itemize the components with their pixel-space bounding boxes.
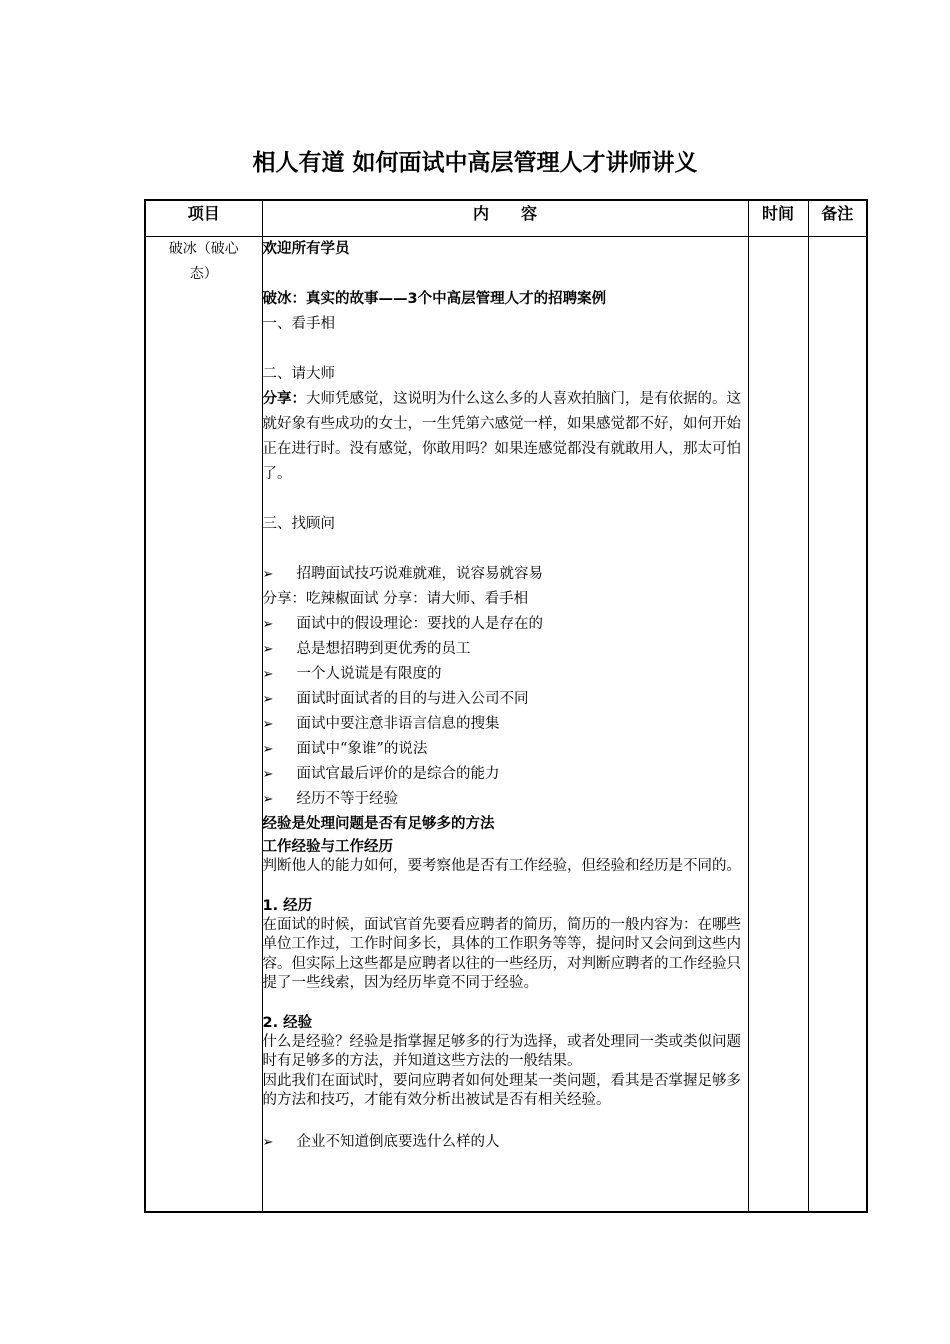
section-2-text-1: 什么是经验？经验是指掌握足够多的行为选择，或者处理同一类或类似问题时有足够多的方法，并知道这些方法的一般结果。: [262, 1033, 741, 1069]
case-1: 一、看手相: [262, 316, 335, 332]
share-text: 大师凭感觉，这说明为什么这么多的人喜欢拍脑门，是有依据的。这就好象有些成功的女士，一生凭第六感觉一样，如果感觉都不好，如何开始正在进行时。没有感觉，你敢用吗？如果连感觉都没有就敢用人，那太可怕了。: [262, 391, 741, 482]
bullet-item: ➢ 面试时面试者的目的与进入公司不同: [263, 687, 748, 712]
section-1-heading: 1. 经历: [262, 897, 313, 914]
note-cell: [808, 237, 867, 1213]
case-2: 二、请大师: [262, 366, 335, 382]
arrow-bullet-icon: ➢: [262, 717, 274, 732]
arrow-bullet-icon: ➢: [262, 667, 274, 682]
bullet-item: ➢ 经历不等于经验: [263, 787, 748, 812]
work-experience-text: 判断他人的能力如何，要考察他是否有工作经验，但经验和经历是不同的。: [262, 858, 741, 874]
time-cell: [748, 237, 808, 1213]
header-row: [145, 200, 867, 237]
arrow-bullet-icon: ➢: [262, 767, 274, 782]
bullet-item: ➢ 面试官最后评价的是综合的能力: [263, 762, 748, 787]
arrow-bullet-icon: ➢: [262, 742, 274, 757]
arrow-bullet-icon: ➢: [262, 692, 274, 707]
share-label: 分享：: [262, 391, 306, 407]
bullet-item: ➢ 总是想招聘到更优秀的员工: [263, 637, 748, 662]
bullet-item: ➢ 一个人说谎是有限度的: [263, 662, 748, 687]
bullet-item: ➢ 企业不知道倒底要选什么样的人: [263, 1130, 748, 1155]
header-time: 时间: [748, 200, 808, 237]
arrow-bullet-icon: ➢: [262, 567, 274, 582]
icebreak-line: 破冰：真实的故事——3个中高层管理人才的招聘案例: [262, 291, 607, 307]
content-cell: [262, 237, 748, 1213]
project-label: 破冰（破心态）: [168, 241, 239, 282]
arrow-bullet-icon: ➢: [262, 1134, 274, 1150]
header-project: 项目: [145, 200, 262, 237]
document-title: 相人有道 如何面试中高层管理人才讲师讲义: [252, 150, 698, 176]
case-3: 三、找顾问: [262, 516, 335, 532]
share-paragraph: [263, 387, 748, 487]
section-1-text: 在面试的时候，面试官首先要看应聘者的简历，简历的一般内容为：在哪些单位工作过，工作时间多长，具体的工作职务等等，提问时又会问到这些内容。但实际上这些都是应聘者以往的一些经历，对判断应聘者的工作经验只提了一些线索，因为经历毕竟不同于经验。: [262, 916, 741, 991]
bullet-item: ➢ 面试中的假设理论：要找的人是存在的: [263, 612, 748, 637]
section-2-text-2: 因此我们在面试时，要问应聘者如何处理某一类问题，看其是否掌握足够多的方法和技巧，才能有效分析出被试是否有相关经验。: [262, 1072, 741, 1108]
section-2-heading: 2. 经验: [262, 1014, 313, 1031]
arrow-bullet-icon: ➢: [262, 642, 274, 657]
header-note: 备注: [808, 200, 867, 237]
bullet-item: ➢ 面试中“象谁”的说法: [263, 737, 748, 762]
header-content: 内 容: [262, 200, 748, 237]
welcome-line: 欢迎所有学员: [262, 241, 350, 257]
table-row: [145, 237, 867, 1213]
share-line-2: 分享：吃辣椒面试 分享：请大师、看手相: [262, 591, 529, 607]
work-experience-heading: 工作经验与工作经历: [262, 839, 393, 855]
lecture-table: [144, 199, 868, 1213]
project-cell: [145, 237, 262, 1213]
arrow-bullet-icon: ➢: [262, 792, 274, 807]
arrow-bullet-icon: ➢: [262, 617, 274, 632]
experience-method-line: 经验是处理问题是否有足够多的方法: [262, 816, 495, 832]
bullet-item: ➢ 招聘面试技巧说难就难，说容易就容易: [263, 562, 748, 587]
bullet-item: ➢ 面试中要注意非语言信息的搜集: [263, 712, 748, 737]
